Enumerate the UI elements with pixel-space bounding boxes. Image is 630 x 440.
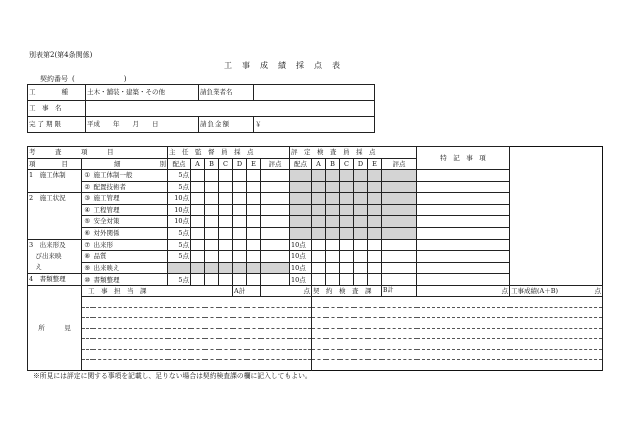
category-cell: 4 書類整理 bbox=[28, 274, 82, 286]
supervisor-grade-cell[interactable] bbox=[247, 216, 261, 228]
supervisor-grade-cell[interactable] bbox=[191, 239, 205, 251]
inspector-grade-cell[interactable] bbox=[340, 262, 354, 274]
inspector-allotted bbox=[290, 181, 312, 193]
inspector-grade-cell[interactable] bbox=[326, 251, 340, 263]
supervisor-grade-cell[interactable] bbox=[233, 251, 247, 263]
opinion-line bbox=[28, 349, 603, 360]
item-header: 考 査 項 目 bbox=[28, 147, 168, 159]
inspector-grade-cell[interactable] bbox=[354, 227, 368, 239]
remarks-cell[interactable] bbox=[417, 204, 510, 216]
supervisor-grade-c: C bbox=[219, 159, 233, 170]
inspector-grade-cell[interactable] bbox=[326, 170, 340, 182]
supervisor-grade-a: A bbox=[191, 159, 205, 170]
inspector-grade-cell[interactable] bbox=[312, 251, 326, 263]
a-total-label: A計 bbox=[233, 286, 261, 297]
category-cell: 3 出来形及 び出来映 え bbox=[28, 239, 82, 274]
sub-item-label: 品質 bbox=[93, 251, 168, 263]
remarks-cell[interactable] bbox=[417, 274, 510, 286]
inspector-grade-cell[interactable] bbox=[368, 227, 382, 239]
contractor-field[interactable] bbox=[254, 85, 375, 101]
inspector-grade-cell[interactable] bbox=[368, 216, 382, 228]
amount-label: 請負金額 bbox=[199, 117, 254, 133]
inspector-grade-cell[interactable] bbox=[326, 193, 340, 205]
inspector-points-cell[interactable] bbox=[382, 204, 417, 216]
supervisor-grade-cell[interactable] bbox=[247, 170, 261, 182]
inspector-points-col: 評点 bbox=[382, 159, 417, 170]
inspector-points-cell[interactable] bbox=[382, 216, 417, 228]
inspect-opinion-field[interactable] bbox=[312, 349, 603, 360]
category-cell: 1 施工体制 bbox=[28, 170, 82, 193]
inspector-points-cell[interactable] bbox=[382, 262, 417, 274]
supervisor-allotted: 5点 bbox=[168, 170, 191, 182]
inspect-opinion-field[interactable] bbox=[312, 328, 603, 339]
table-row bbox=[28, 274, 603, 286]
opinion-line bbox=[28, 360, 603, 371]
inspector-grade-d: D bbox=[354, 159, 368, 170]
opinion-label: 所 見 bbox=[28, 286, 82, 371]
supervisor-allotted: 10点 bbox=[168, 216, 191, 228]
category-cell: 2 施工状況 bbox=[28, 193, 82, 239]
supervisor-allotted: 5点 bbox=[168, 251, 191, 263]
supervisor-grade-cell[interactable] bbox=[247, 251, 261, 263]
supervisor-allotted: 5点 bbox=[168, 181, 191, 193]
supervisor-points-cell[interactable] bbox=[261, 170, 290, 182]
inspector-grade-e: E bbox=[368, 159, 382, 170]
remarks-cell[interactable] bbox=[417, 227, 510, 239]
supervisor-grade-cell[interactable] bbox=[247, 262, 261, 274]
supervisor-points-cell[interactable] bbox=[261, 227, 290, 239]
supervisor-points-cell[interactable] bbox=[261, 239, 290, 251]
supervisor-grade-cell[interactable] bbox=[247, 239, 261, 251]
inspector-points-cell[interactable] bbox=[382, 274, 417, 286]
supervisor-grade-cell[interactable] bbox=[233, 204, 247, 216]
inspect-opinion-field[interactable] bbox=[312, 307, 603, 318]
contract-no-value: ( ) bbox=[72, 75, 127, 83]
inspector-grade-cell[interactable] bbox=[354, 193, 368, 205]
inspector-grade-cell[interactable] bbox=[354, 170, 368, 182]
supervisor-grade-cell[interactable] bbox=[233, 274, 247, 286]
supervisor-grade-cell[interactable] bbox=[233, 227, 247, 239]
supervisor-grade-b: B bbox=[205, 159, 219, 170]
final-score-label: 工事成績(A＋B) bbox=[511, 287, 559, 296]
supervisor-grade-cell[interactable] bbox=[205, 262, 219, 274]
inspector-allotted bbox=[290, 204, 312, 216]
supervisor-grade-cell[interactable] bbox=[233, 239, 247, 251]
remarks-cell[interactable] bbox=[417, 251, 510, 263]
amount-field[interactable]: ￥ bbox=[254, 117, 375, 133]
sub-item-label: 出来映え bbox=[93, 262, 168, 274]
supervisor-points-cell[interactable] bbox=[261, 181, 290, 193]
item-right-header: 細 別 bbox=[82, 159, 168, 170]
inspector-grade-cell[interactable] bbox=[340, 227, 354, 239]
inspector-points-cell[interactable] bbox=[382, 239, 417, 251]
supervisor-grade-cell[interactable] bbox=[219, 251, 233, 263]
inspect-opinion-field[interactable] bbox=[312, 339, 603, 350]
inspector-grade-cell[interactable] bbox=[354, 251, 368, 263]
final-score-cell[interactable] bbox=[510, 286, 603, 297]
inspector-grade-cell[interactable] bbox=[340, 251, 354, 263]
work-type-label: 工 種 bbox=[28, 85, 86, 101]
inspector-grade-cell[interactable] bbox=[312, 181, 326, 193]
dept-opinion-field[interactable] bbox=[82, 339, 312, 350]
inspector-grade-cell[interactable] bbox=[326, 216, 340, 228]
supervisor-score-col: 配点 bbox=[168, 159, 191, 170]
inspector-score-col: 配点 bbox=[290, 159, 312, 170]
final-score-unit: 点 bbox=[594, 287, 601, 296]
supervisor-grade-cell[interactable] bbox=[219, 170, 233, 182]
item-number: ⑦ bbox=[82, 239, 93, 251]
supervisor-grade-cell[interactable] bbox=[191, 193, 205, 205]
inspector-allotted: 10点 bbox=[290, 251, 312, 263]
inspect-opinion-field[interactable] bbox=[312, 318, 603, 329]
item-number: ⑩ bbox=[82, 274, 93, 286]
work-name-label: 工 事 名 bbox=[28, 101, 86, 117]
inspector-grade-cell[interactable] bbox=[312, 204, 326, 216]
inspector-points-cell[interactable] bbox=[382, 251, 417, 263]
work-name-field[interactable] bbox=[86, 101, 375, 117]
dept-opinion-field[interactable] bbox=[82, 328, 312, 339]
supervisor-grade-cell[interactable] bbox=[233, 193, 247, 205]
opinion-line bbox=[28, 297, 603, 308]
supervisor-grade-cell[interactable] bbox=[205, 216, 219, 228]
supervisor-grade-cell[interactable] bbox=[191, 251, 205, 263]
supervisor-grade-cell[interactable] bbox=[191, 274, 205, 286]
inspector-grade-cell[interactable] bbox=[368, 262, 382, 274]
inspector-grade-cell[interactable] bbox=[368, 181, 382, 193]
supervisor-grade-e: E bbox=[247, 159, 261, 170]
item-number: ⑨ bbox=[82, 262, 93, 274]
inspector-points-cell[interactable] bbox=[382, 227, 417, 239]
inspector-grade-cell[interactable] bbox=[312, 239, 326, 251]
supervisor-allotted: 5点 bbox=[168, 274, 191, 286]
sub-item-label: 工程管理 bbox=[93, 204, 168, 216]
table-row bbox=[28, 239, 603, 251]
supervisor-grade-cell[interactable] bbox=[191, 216, 205, 228]
supervisor-allotted bbox=[168, 262, 191, 274]
supervisor-grade-cell[interactable] bbox=[247, 274, 261, 286]
inspector-grade-cell[interactable] bbox=[340, 170, 354, 182]
opinion-line bbox=[28, 318, 603, 329]
opinion-line bbox=[28, 307, 603, 318]
inspector-allotted bbox=[290, 216, 312, 228]
inspector-allotted bbox=[290, 170, 312, 182]
inspector-grade-cell[interactable] bbox=[354, 239, 368, 251]
supervisor-grade-cell[interactable] bbox=[247, 227, 261, 239]
inspect-opinion-field[interactable] bbox=[312, 360, 603, 371]
sub-item-label: 施工体制一般 bbox=[93, 170, 168, 182]
inspector-allotted bbox=[290, 193, 312, 205]
dept-opinion-field[interactable] bbox=[82, 349, 312, 360]
supervisor-allotted: 10点 bbox=[168, 193, 191, 205]
supervisor-points-cell[interactable] bbox=[261, 216, 290, 228]
supervisor-grade-cell[interactable] bbox=[205, 170, 219, 182]
sub-item-label: 出来形 bbox=[93, 239, 168, 251]
table-row bbox=[28, 251, 603, 263]
inspector-grade-a: A bbox=[312, 159, 326, 170]
supervisor-grade-cell[interactable] bbox=[205, 227, 219, 239]
inspector-allotted: 10点 bbox=[290, 262, 312, 274]
supervisor-points-cell[interactable] bbox=[261, 204, 290, 216]
remarks-cell[interactable] bbox=[417, 181, 510, 193]
contract-no-label: 契約番号 bbox=[40, 75, 68, 83]
inspector-allotted bbox=[290, 227, 312, 239]
supervisor-grade-cell[interactable] bbox=[191, 204, 205, 216]
inspector-grade-cell[interactable] bbox=[312, 216, 326, 228]
inspect-dept-label: 契 約 検 査 課 bbox=[312, 286, 382, 297]
supervisor-grade-cell[interactable] bbox=[219, 216, 233, 228]
supervisor-grade-cell[interactable] bbox=[191, 181, 205, 193]
supervisor-grade-cell[interactable] bbox=[205, 204, 219, 216]
summary-row bbox=[28, 286, 603, 297]
contractor-label: 請負業者名 bbox=[199, 85, 254, 101]
inspector-grade-cell[interactable] bbox=[368, 170, 382, 182]
supervisor-grade-cell[interactable] bbox=[233, 262, 247, 274]
inspector-grade-cell[interactable] bbox=[312, 193, 326, 205]
supervisor-grade-cell[interactable] bbox=[219, 204, 233, 216]
inspector-grade-cell[interactable] bbox=[340, 216, 354, 228]
remarks-cell[interactable] bbox=[417, 193, 510, 205]
supervisor-points-cell[interactable] bbox=[261, 251, 290, 263]
a-total-unit[interactable]: 点 bbox=[261, 286, 312, 297]
remarks-header: 特 記 事 項 bbox=[417, 147, 510, 170]
supervisor-allotted: 10点 bbox=[168, 204, 191, 216]
supervisor-grade-cell[interactable] bbox=[233, 181, 247, 193]
item-number: ④ bbox=[82, 204, 93, 216]
item-number: ① bbox=[82, 170, 93, 182]
supervisor-grade-cell[interactable] bbox=[233, 170, 247, 182]
supervisor-grade-cell[interactable] bbox=[247, 193, 261, 205]
dept-opinion-field[interactable] bbox=[82, 307, 312, 318]
work-type-value[interactable]: 土木・舗装・建築・その他 bbox=[86, 85, 199, 101]
inspector-header: 評 定 検 査 員 採 点 bbox=[290, 147, 417, 159]
inspector-grade-cell[interactable] bbox=[340, 181, 354, 193]
remarks-cell[interactable] bbox=[417, 262, 510, 274]
table-row bbox=[28, 181, 603, 193]
completion-value[interactable]: 平成 年 月 日 bbox=[86, 117, 199, 133]
inspector-grade-cell[interactable] bbox=[368, 239, 382, 251]
table-row bbox=[28, 227, 603, 239]
inspector-grade-b: B bbox=[326, 159, 340, 170]
supervisor-grade-cell[interactable] bbox=[205, 274, 219, 286]
inspector-grade-cell[interactable] bbox=[354, 204, 368, 216]
completion-label: 完了期限 bbox=[28, 117, 86, 133]
inspector-grade-cell[interactable] bbox=[340, 204, 354, 216]
table-row bbox=[28, 170, 603, 182]
supervisor-grade-cell[interactable] bbox=[205, 251, 219, 263]
page-title: 工 事 成 績 採 点 表 bbox=[224, 61, 341, 70]
item-number: ③ bbox=[82, 193, 93, 205]
dept-opinion-field[interactable] bbox=[82, 297, 312, 308]
scoring-table bbox=[27, 146, 603, 371]
supervisor-header: 主 任 監 督 員 採 点 bbox=[168, 147, 290, 159]
supervisor-points-cell[interactable] bbox=[261, 274, 290, 286]
item-left-header: 項 目 bbox=[28, 159, 82, 170]
inspector-grade-cell[interactable] bbox=[368, 193, 382, 205]
supervisor-grade-cell[interactable] bbox=[191, 170, 205, 182]
inspector-points-cell[interactable] bbox=[382, 181, 417, 193]
inspector-grade-cell[interactable] bbox=[354, 274, 368, 286]
supervisor-grade-cell[interactable] bbox=[205, 193, 219, 205]
supervisor-grade-cell[interactable] bbox=[191, 227, 205, 239]
inspector-grade-c: C bbox=[340, 159, 354, 170]
inspector-grade-cell[interactable] bbox=[326, 204, 340, 216]
table-row bbox=[28, 193, 603, 205]
supervisor-points-cell[interactable] bbox=[261, 262, 290, 274]
supervisor-grade-cell[interactable] bbox=[219, 274, 233, 286]
inspector-allotted: 10点 bbox=[290, 239, 312, 251]
supervisor-grade-cell[interactable] bbox=[191, 262, 205, 274]
supervisor-allotted: 5点 bbox=[168, 239, 191, 251]
opinion-line bbox=[28, 339, 603, 350]
table-row bbox=[28, 262, 603, 274]
dept-opinion-field[interactable] bbox=[82, 318, 312, 329]
inspector-grade-cell[interactable] bbox=[326, 262, 340, 274]
sub-item-label: 施工管理 bbox=[93, 193, 168, 205]
inspector-grade-cell[interactable] bbox=[326, 239, 340, 251]
supervisor-grade-cell[interactable] bbox=[219, 262, 233, 274]
sub-item-label: 書類整理 bbox=[93, 274, 168, 286]
dept-opinion-field[interactable] bbox=[82, 360, 312, 371]
inspector-grade-cell[interactable] bbox=[368, 274, 382, 286]
inspector-grade-cell[interactable] bbox=[368, 251, 382, 263]
supervisor-grade-cell[interactable] bbox=[219, 227, 233, 239]
inspector-points-cell[interactable] bbox=[382, 193, 417, 205]
inspector-grade-cell[interactable] bbox=[312, 262, 326, 274]
sub-item-label: 配置技術者 bbox=[93, 181, 168, 193]
inspector-grade-cell[interactable] bbox=[326, 274, 340, 286]
inspector-allotted: 10点 bbox=[290, 274, 312, 286]
item-number: ⑥ bbox=[82, 227, 93, 239]
inspector-grade-cell[interactable] bbox=[368, 204, 382, 216]
inspector-grade-cell[interactable] bbox=[326, 227, 340, 239]
sub-item-label: 安全対策 bbox=[93, 216, 168, 228]
info-table bbox=[27, 84, 375, 133]
supervisor-grade-d: D bbox=[233, 159, 247, 170]
opinion-line bbox=[28, 328, 603, 339]
remarks-cell[interactable] bbox=[417, 239, 510, 251]
inspector-grade-cell[interactable] bbox=[340, 239, 354, 251]
inspector-grade-cell[interactable] bbox=[354, 216, 368, 228]
supervisor-points-cell[interactable] bbox=[261, 193, 290, 205]
inspector-grade-cell[interactable] bbox=[312, 170, 326, 182]
remarks-cell[interactable] bbox=[417, 216, 510, 228]
inspect-opinion-field[interactable] bbox=[312, 297, 603, 308]
supervisor-grade-cell[interactable] bbox=[247, 181, 261, 193]
supervisor-grade-cell[interactable] bbox=[205, 181, 219, 193]
supervisor-grade-cell[interactable] bbox=[233, 216, 247, 228]
inspector-grade-cell[interactable] bbox=[354, 181, 368, 193]
supervisor-points-col: 評点 bbox=[261, 159, 290, 170]
inspector-grade-cell[interactable] bbox=[312, 227, 326, 239]
inspector-grade-cell[interactable] bbox=[312, 274, 326, 286]
inspector-grade-cell[interactable] bbox=[326, 181, 340, 193]
supervisor-grade-cell[interactable] bbox=[247, 204, 261, 216]
table-row bbox=[28, 216, 603, 228]
inspector-grade-cell[interactable] bbox=[340, 193, 354, 205]
table-row bbox=[28, 204, 603, 216]
inspector-grade-cell[interactable] bbox=[354, 262, 368, 274]
b-total-label: B計 bbox=[382, 286, 417, 297]
remarks-cell[interactable] bbox=[417, 170, 510, 182]
supervisor-grade-cell[interactable] bbox=[205, 239, 219, 251]
item-number: ② bbox=[82, 181, 93, 193]
annex-label: 別表第2(第4条関係) bbox=[29, 51, 93, 59]
supervisor-grade-cell[interactable] bbox=[219, 193, 233, 205]
inspector-grade-cell[interactable] bbox=[340, 274, 354, 286]
sub-item-label: 対外関係 bbox=[93, 227, 168, 239]
dept-label: 工 事 担 当 課 bbox=[82, 286, 233, 297]
supervisor-grade-cell[interactable] bbox=[219, 239, 233, 251]
item-number: ⑧ bbox=[82, 251, 93, 263]
b-total-unit[interactable]: 点 bbox=[417, 286, 510, 297]
supervisor-allotted: 5点 bbox=[168, 227, 191, 239]
footnote: ※所見には評定に関する事項を記載し、足りない場合は契約検査課の欄に記入してもよい。 bbox=[33, 372, 312, 380]
inspector-points-cell[interactable] bbox=[382, 170, 417, 182]
item-number: ⑤ bbox=[82, 216, 93, 228]
supervisor-grade-cell[interactable] bbox=[219, 181, 233, 193]
